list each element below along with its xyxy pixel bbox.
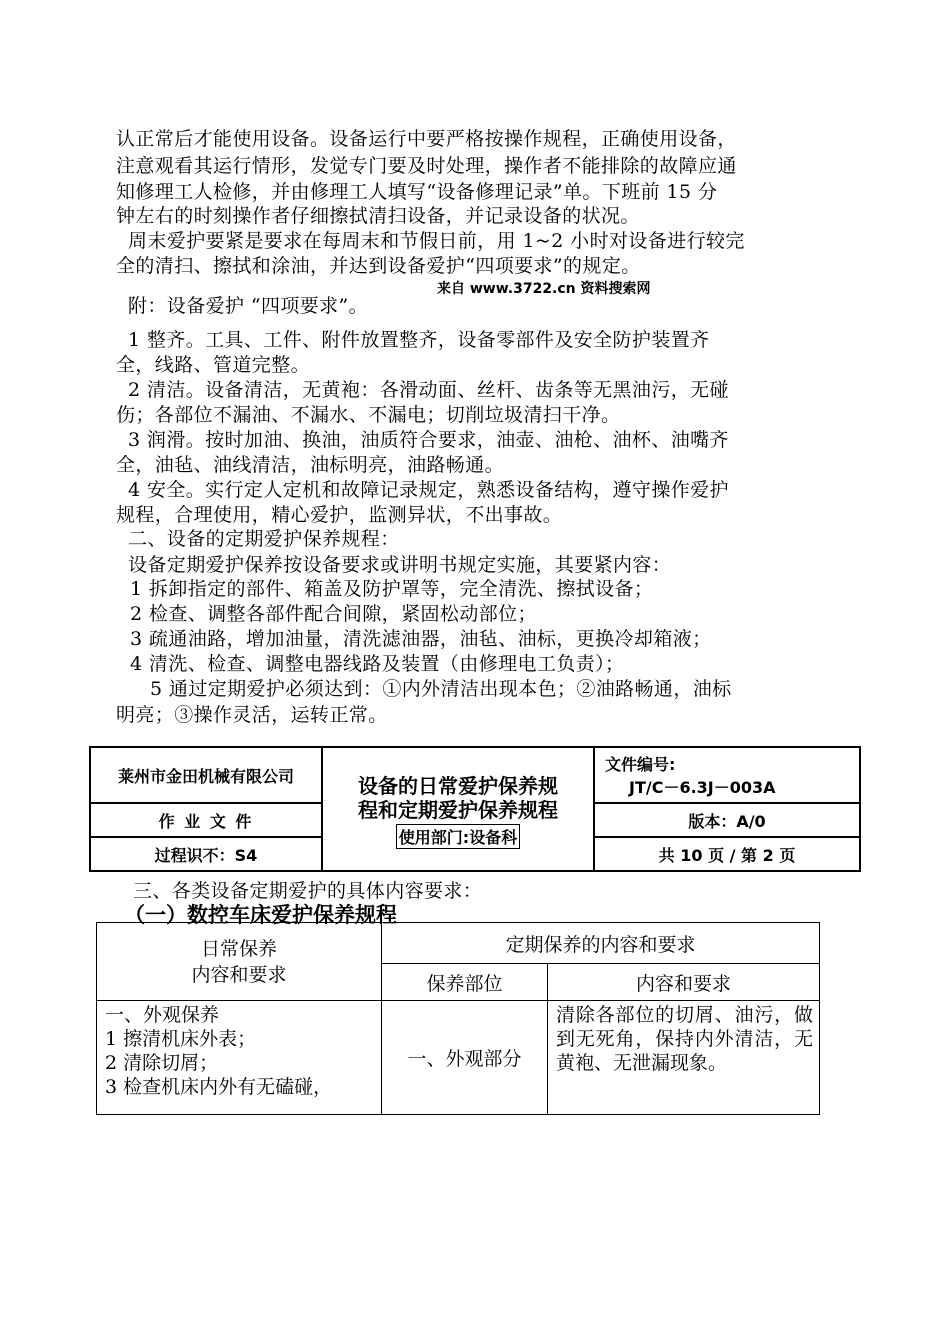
doc-number-value: JT/C－6.3J－003A (629, 778, 776, 797)
requirement-line: 规程，合理使用，精心爱护，监测异状，不出事故。 (116, 504, 563, 526)
body-line: 认正常后才能使用设备。设备运行中要严格按操作规程，正确使用设备， (116, 128, 737, 150)
doc-number-cell (594, 747, 860, 803)
daily-header-cell (97, 923, 382, 1001)
section2-line: 4 清洗、检查、调整电器线路及装置（由修理电工负责）； (130, 653, 625, 675)
part-header: 保养部位 (382, 964, 548, 1001)
daily-header-line: 日常保养 (200, 937, 277, 960)
document-header-table (89, 746, 861, 872)
doc-type: 作 业 文 件 (90, 803, 322, 837)
section2-line: 5 通过定期爱护必须达到：①内外清洁出现本色；②油路畅通，油标 (150, 678, 732, 700)
requirement-line: 伤；各部位不漏油、不漏水、不漏电；切削垃圾清扫干净。 (116, 404, 621, 426)
section2-line: 1 拆卸指定的部件、箱盖及防护罩等，完全清洗、擦拭设备； (130, 578, 654, 600)
section3-heading: 三、各类设备定期爱护的具体内容要求： (133, 880, 483, 902)
page-count: 共 10 页 / 第 2 页 (594, 837, 860, 871)
part-cell: 一、外观部分 (382, 1001, 548, 1115)
document-title-line: 程和定期爱护保养规程 (358, 797, 558, 822)
daily-line: 一、外观保养 (105, 1004, 220, 1026)
company-name: 莱州市金田机械有限公司 (90, 747, 322, 803)
requirement-line: 1 整齐。工具、工件、附件放置整齐，设备零部件及安全防护装置齐 (128, 329, 710, 351)
section2-line: 设备定期爱护保养按设备要求或讲明书规定实施，其要紧内容： (128, 554, 672, 576)
appendix-line: 附：设备爱护 “四项要求”。 (128, 295, 369, 317)
document-title-line: 设备的日常爱护保养规 (358, 773, 558, 798)
section2-line: 3 疏通油路，增加油量，清洗滤油器，油毡、油标，更换冷却箱液； (130, 628, 712, 650)
requirement-line: 4 安全。实行定人定机和故障记录规定，熟悉设备结构，遵守操作爱护 (128, 479, 729, 501)
daily-line: 1 擦清机床外表； (105, 1028, 257, 1050)
daily-line: 2 清除切屑； (105, 1052, 219, 1074)
table-row (97, 1001, 820, 1115)
document-title-cell (322, 747, 594, 871)
periodic-header: 定期保养的内容和要求 (382, 923, 820, 964)
content-cell: 清除各部位的切屑、油污，做到无死角，保持内外清洁，无黄袍、无泄漏现象。 (548, 1001, 820, 1115)
requirement-line: 全，油毡、油线清洁，油标明亮，油路畅通。 (116, 454, 505, 476)
body-line: 知修理工人检修，并由修理工人填写“设备修理记录”单。下班前 15 分 (116, 181, 718, 203)
subsection-heading: （一）数控车床爱护保养规程 (124, 903, 397, 927)
body-line: 全的清扫、擦拭和涂油，并达到设备爱护“四项要求”的规定。 (116, 255, 641, 277)
daily-header-line: 内容和要求 (191, 963, 287, 986)
department-label: 使用部门:设备科 (396, 824, 520, 849)
process-id: 过程识不：S4 (90, 837, 322, 871)
requirement-line: 3 润滑。按时加油、换油，油质符合要求，油壶、油枪、油杯、油嘴齐 (128, 429, 729, 451)
doc-number-label: 文件编号: (605, 755, 676, 774)
content-header: 内容和要求 (548, 964, 820, 1001)
requirement-line: 全，线路、管道完整。 (116, 354, 311, 376)
daily-line: 3 检查机床内外有无磕碰， (105, 1076, 333, 1098)
requirement-line: 2 清洁。设备清洁，无黄袍：各滑动面、丝杆、齿条等无黑油污，无碰 (128, 379, 729, 401)
maintenance-table (96, 922, 820, 1115)
version-label: 版本：A/0 (594, 803, 860, 837)
body-line: 钟左右的时刻操作者仔细擦拭清扫设备，并记录设备的状况。 (116, 205, 640, 227)
section2-line: 明亮；③操作灵活，运转正常。 (116, 704, 388, 726)
body-line: 注意观看其运行情形，发觉专门要及时处理，操作者不能排除的故障应通 (116, 155, 737, 177)
section2-heading: 二、设备的定期爱护保养规程： (128, 528, 400, 550)
daily-content-cell (97, 1001, 382, 1115)
section2-line: 2 检查、调整各部件配合间隙，紧固松动部位； (130, 603, 537, 625)
body-line: 周末爱护要紧是要求在每周末和节假日前，用 1~2 小时对设备进行较完 (128, 230, 745, 252)
watermark-text: 来自 www.3722.cn 资料搜索网 (437, 281, 651, 297)
